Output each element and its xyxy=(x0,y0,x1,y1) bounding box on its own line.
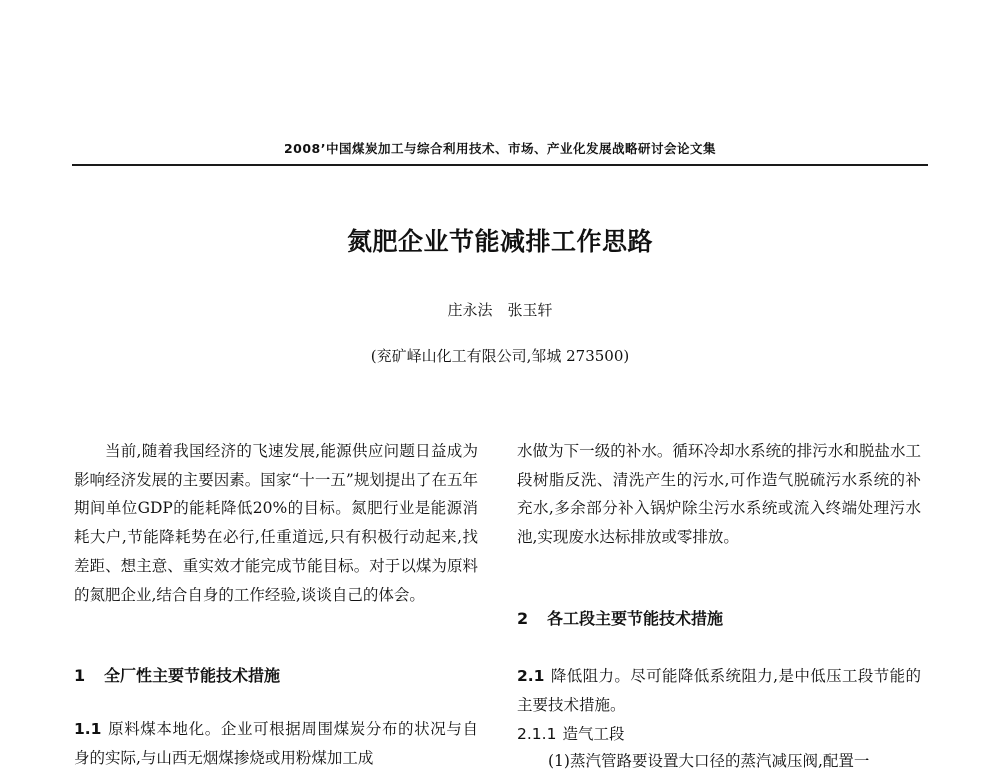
section-1-heading xyxy=(74,665,478,687)
right-column xyxy=(517,437,921,770)
running-head: 2008’中国煤炭加工与综合利用技术、市场、产业化发展战略研讨会论文集 xyxy=(283,141,717,156)
section-2-heading xyxy=(517,608,921,630)
subsection-2-1-text: 降低阻力。尽可能降低系统阻力,是中低压工段节能的主要技术措施。 xyxy=(517,667,921,714)
section-2-number: 2 xyxy=(517,609,529,628)
subsection-2-1-1-number: 2.1.1 xyxy=(517,725,557,743)
authors: 庄永法 张玉轩 xyxy=(447,301,553,319)
paper-title: 氮肥企业节能减排工作思路 xyxy=(346,227,653,256)
subsection-1-1-text: 原料煤本地化。企业可根据周围煤炭分布的状况与自身的实际,与山西无烟煤掺烧或用粉煤加工成 xyxy=(74,720,478,767)
section-2-title: 各工段主要节能技术措施 xyxy=(547,609,724,628)
subsection-1-1 xyxy=(74,715,478,772)
left-column xyxy=(74,437,478,767)
section-1-title: 全厂性主要节能技术措施 xyxy=(104,666,281,685)
section-1-number: 1 xyxy=(74,666,86,685)
subsection-2-1 xyxy=(517,662,921,719)
item-1: (1)蒸汽管路要设置大口径的蒸汽减压阀,配置一 xyxy=(548,752,870,770)
continuation-paragraph: 水做为下一级的补水。循环冷却水系统的排污水和脱盐水工段树脂反洗、清洗产生的污水,可作造气脱硫污水系统的补充水,多余部分补入锅炉除尘污水系统或流入终端处理污水池,实现废水达标排放或零排放。 xyxy=(517,442,921,547)
subsection-1-1-number: 1.1 xyxy=(74,720,102,738)
affiliation: (兖矿峄山化工有限公司,邹城 273500) xyxy=(370,347,630,365)
subsection-2-1-1 xyxy=(517,720,921,749)
subsection-2-1-1-text: 造气工段 xyxy=(562,725,625,743)
header-rule xyxy=(72,164,928,166)
intro-paragraph: 当前,随着我国经济的飞速发展,能源供应问题日益成为影响经济发展的主要因素。国家“十一五”规划提出了在五年期间单位GDP的能耗降低20%的目标。氮肥行业是能源消耗大户,节能降耗势在必行,任重道远,只有积极行动起来,找差距、想主意、重实效才能完成节能目标。对于以煤为原料的氮肥企业,结合自身的工作经验,谈谈自己的体会。 xyxy=(74,442,478,604)
subsection-2-1-number: 2.1 xyxy=(517,667,545,685)
